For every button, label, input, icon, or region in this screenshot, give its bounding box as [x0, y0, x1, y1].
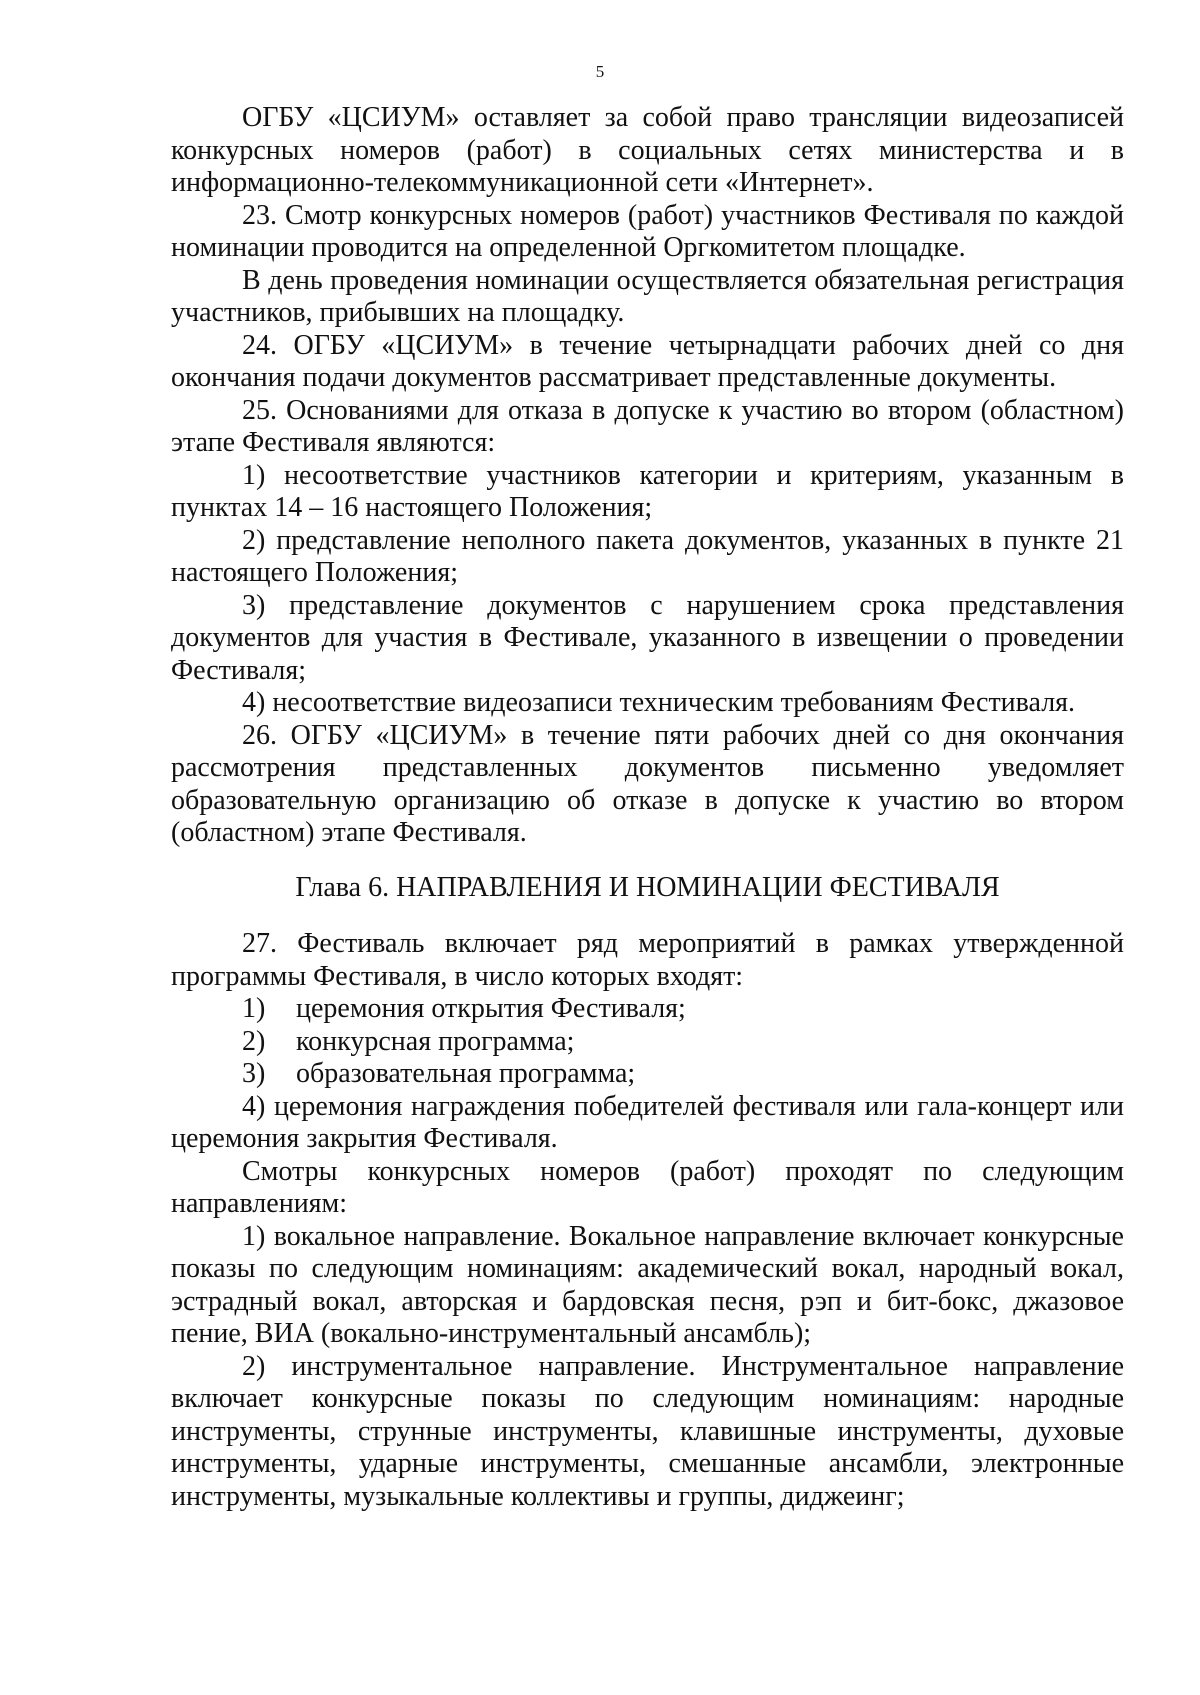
paragraph-registration: В день проведения номинации осуществляется обязательная регистрация участников, прибывших на площадку. — [171, 264, 1124, 328]
direction-instrumental: 2) инструментальное направление. Инструментальное направление включает конкурсные показы по следующим номинациям: народные инструменты, струнные инструменты, клавишные инструменты, духовые инструменты, ударные инструменты, смешанные ансамбли, электронные инструменты, музыкальные коллективы и группы, диджеинг; — [171, 1350, 1124, 1512]
paragraph-26: 26. ОГБУ «ЦСИУМ» в течение пяти рабочих дней со дня окончания рассмотрения представленных документов письменно уведомляет образовательную организацию об отказе в допуске к участию во втором (областном) этапе Фестиваля. — [171, 719, 1124, 848]
list-item-25-4: 4) несоответствие видеозаписи техническим требованиям Фестиваля. — [242, 687, 1076, 718]
list-item-text: образовательная программа; — [296, 1058, 636, 1089]
list-item-25-1: 1) несоответствие участников категории и критериям, указанным в пунктах 14 – 16 настоящего Положения; — [171, 459, 1124, 523]
document-body — [171, 102, 1124, 1513]
list-item-number: 1) — [242, 993, 266, 1024]
event-list-item — [171, 1058, 1124, 1091]
list-item-text: конкурсная программа; — [296, 1025, 575, 1057]
list-item-text: церемония открытия Фестиваля; — [296, 993, 686, 1024]
list-item-number: 2) — [242, 1025, 266, 1057]
event-list-item — [171, 993, 1124, 1026]
paragraph-24: 24. ОГБУ «ЦСИУМ» в течение четырнадцати рабочих дней со дня окончания подачи документов рассматривает представленные документы. — [171, 329, 1124, 393]
paragraph-23: 23. Смотр конкурсных номеров (работ) участников Фестиваля по каждой номинации проводится на определенной Оргкомитетом площадке. — [171, 199, 1124, 263]
page-number: 5 — [595, 62, 605, 81]
paragraph-27: 27. Фестиваль включает ряд мероприятий в рамках утвержденной программы Фестиваля, в число которых входят: — [171, 928, 1124, 992]
list-item-number: 3) — [242, 1058, 266, 1089]
list-item-27-4: 4) церемония награждения победителей фестиваля или гала-концерт или церемония закрытия Фестиваля. — [171, 1090, 1124, 1154]
list-item-25-2: 2) представление неполного пакета документов, указанных в пункте 21 настоящего Положения; — [171, 524, 1124, 588]
paragraph-25: 25. Основаниями для отказа в допуске к участию во втором (областном) этапе Фестиваля являются: — [171, 394, 1124, 458]
list-item-25-3: 3) представление документов с нарушением срока представления документов для участия в Фестивале, указанного в извещении о проведении Фестиваля; — [171, 589, 1124, 686]
paragraph-directions: Смотры конкурсных номеров (работ) проходят по следующим направлениям: — [171, 1155, 1124, 1219]
paragraph-broadcast-rights: ОГБУ «ЦСИУМ» оставляет за собой право трансляции видеозаписей конкурсных номеров (работ) в социальных сетях министерства и в информационно-телекоммуникационной сети «Интернет». — [171, 102, 1124, 198]
chapter-heading: Глава 6. НАПРАВЛЕНИЯ И НОМИНАЦИИ ФЕСТИВАЛЯ — [295, 871, 1000, 903]
direction-vocal: 1) вокальное направление. Вокальное направление включает конкурсные показы по следующим номинациям: академический вокал, народный вокал, эстрадный вокал, авторская и бардовская песня, рэп и бит-бокс, джазовое пение, ВИА (вокально-инструментальный ансамбль); — [171, 1220, 1124, 1349]
event-list-item — [171, 1026, 1124, 1059]
